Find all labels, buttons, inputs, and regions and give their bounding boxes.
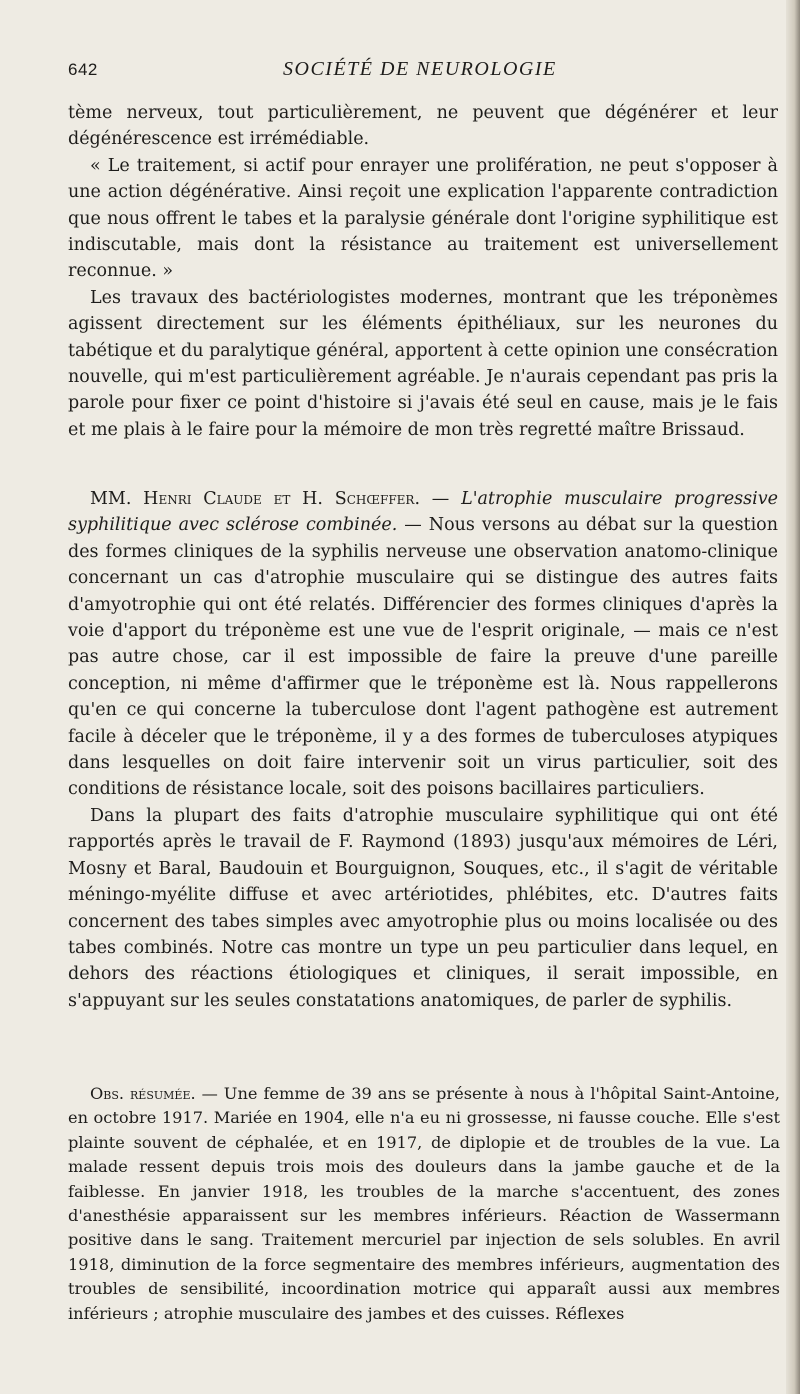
paragraph-quote: « Le traitement, si actif pour enrayer une prolifération, ne peut s'opposer à une action dégénérative. Ainsi reçoit une explication l'apparente contradiction que nous offrent le tabes et la paralysie générale dont l'origine syphilitique est indiscutable, mais dont la résistance au traitement est universellement reconnue. »: [68, 155, 778, 282]
communication-title: L'atrophie musculaire progressive syphilitique avec sclérose combinée.: [68, 489, 778, 536]
page-edge-shadow: [786, 0, 800, 1394]
title-dash: —: [420, 489, 462, 509]
communication-paragraph-2: Dans la plupart des faits d'atrophie musculaire syphilitique qui ont été rapportés après le travail de F. Raymond (1893) jusqu'aux mémoires de Léri, Mosny et Baral, Baudouin et Bourguignon, Souques, etc., il s'agit de véritable méningo-myélite diffuse et avec artériotides, phlébites, etc. D'autres faits concernent des tabes simples avec amyotrophie plus ou moins localisée ou des tabes combinés. Notre cas montre un type un peu particulier dans lequel, en dehors des réactions étiologiques et cliniques, il serait impossible, en s'appuyant sur les seules constatations anatomiques, de parler de syphilis.: [68, 805, 778, 1011]
observation-paragraph: [68, 1082, 780, 1326]
communication-paragraph-1: [68, 486, 778, 803]
observation-block: [68, 1082, 780, 1326]
running-title: SOCIÉTÉ DE NEUROLOGIE: [283, 58, 557, 80]
discussion-block: [68, 100, 778, 443]
communication-block: [68, 486, 778, 1014]
communication-body: — Nous versons au débat sur la question des formes cliniques de la syphilis nerveuse une observation anatomo-clinique concernant un cas d'atrophie musculaire qui se distingue des autres faits d'amyotrophie qui ont été relatés. Différencier des formes cliniques d'après la voie d'apport du tréponème est une vue de l'esprit originale, — mais ce n'est pas autre chose, car il est impossible de faire la preuve d'une pareille conception, ni même d'affirmer que le tréponème est là. Nous rappellerons qu'en ce qui concerne la tuberculose dont l'agent pathogène est autrement facile à déceler que le tréponème, il y a des formes de tuberculoses atypiques dans lesquelles on doit faire intervenir soit un virus particulier, soit des conditions de résistance locale, soit des poisons bacillaires particuliers.: [68, 515, 778, 800]
page-number: 642: [68, 60, 98, 79]
observation-label: Obs. résumée.: [90, 1084, 196, 1103]
paragraph-continuation: tème nerveux, tout particulièrement, ne peuvent que dégénérer et leur dégénérescence est irrémédiable.: [68, 103, 778, 150]
paragraph-conclusion: Les travaux des bactériologistes modernes, montrant que les tréponèmes agissent directement sur les éléments épithéliaux, sur les neurones du tabétique et du paralytique général, apportent à cette opinion une consécration nouvelle, qui m'est particulièrement agréable. Je n'aurais cependant pas pris la parole pour fixer ce point d'histoire si j'avais été seul en cause, mais je le fais et me plais à le faire pour la mémoire de mon très regretté maître Brissaud.: [68, 287, 778, 440]
observation-text: — Une femme de 39 ans se présente à nous à l'hôpital Saint-Antoine, en octobre 1917. Mariée en 1904, elle n'a eu ni grossesse, ni fausse couche. Elle s'est plainte souvent de céphalée, et en 1917, de diplopie et de troubles de la vue. La malade ressent depuis trois mois des douleurs dans la jambe gauche et de la faiblesse. En janvier 1918, les troubles de la marche s'accentuent, des zones d'anesthésie apparaissent sur les membres inférieurs. Réaction de Wassermann positive dans le sang. Traitement mercuriel par injection de sels solubles. En avril 1918, diminution de la force segmentaire des membres inférieurs, augmentation des troubles de sensibilité, incoordination motrice qui apparaît aussi aux membres inférieurs ; atrophie musculaire des jambes et des cuisses. Réflexes: [68, 1084, 780, 1323]
authors: MM. Henri Claude et H. Schœffer.: [90, 489, 421, 509]
page-header: [68, 58, 768, 86]
